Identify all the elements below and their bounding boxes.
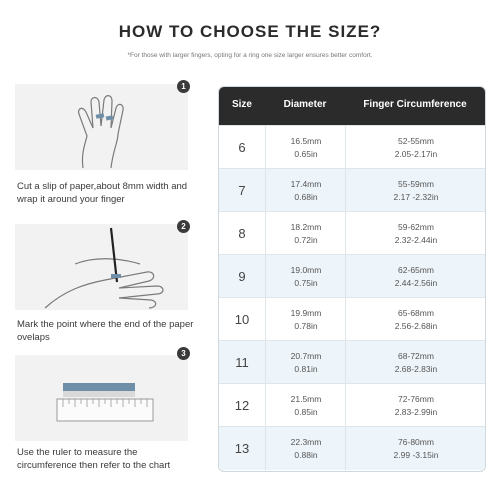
circumference-mm: 72-76mm — [398, 393, 434, 404]
circumference-cell — [345, 384, 486, 427]
circumference-cell — [345, 169, 486, 212]
step-3-text: Use the ruler to measure the circumference then refer to the chart — [17, 447, 171, 471]
size-value: 12 — [234, 398, 250, 413]
diameter-in: 0.72in — [294, 234, 318, 245]
diameter-in: 0.65in — [294, 148, 318, 159]
header-circumference: Finger Circumference — [363, 99, 467, 110]
circumference-cell — [345, 212, 486, 255]
diameter-mm: 21.5mm — [290, 393, 322, 404]
circumference-cell — [345, 427, 486, 470]
diameter-cell — [265, 384, 346, 427]
step-1-illustration — [15, 84, 188, 170]
circumference-mm: 62-65mm — [398, 264, 434, 275]
hand-mark-icon — [15, 224, 188, 310]
circumference-mm: 52-55mm — [398, 135, 434, 146]
diameter-in: 0.68in — [294, 191, 318, 202]
size-cell — [219, 384, 265, 427]
table-row — [219, 168, 485, 212]
circumference-cell — [345, 255, 486, 298]
diameter-cell — [265, 255, 346, 298]
circumference-mm: 76-80mm — [398, 436, 434, 447]
diameter-in: 0.88in — [294, 449, 318, 460]
diameter-cell — [265, 427, 346, 470]
table-row — [219, 254, 485, 298]
size-cell — [219, 212, 265, 255]
size-value: 13 — [234, 441, 250, 456]
circumference-in: 2.99 -3.15in — [393, 449, 439, 460]
diameter-mm: 20.7mm — [290, 350, 322, 361]
circumference-in: 2.68-2.83in — [394, 363, 438, 374]
circumference-cell — [345, 126, 486, 169]
size-cell — [219, 427, 265, 470]
size-cell — [219, 341, 265, 384]
page-title: HOW TO CHOOSE THE SIZE? — [118, 22, 382, 41]
circumference-mm: 68-72mm — [398, 350, 434, 361]
circumference-in: 2.44-2.56in — [394, 277, 438, 288]
table-row — [219, 383, 485, 427]
table-row — [219, 340, 485, 384]
diameter-in: 0.75in — [294, 277, 318, 288]
size-value: 6 — [238, 140, 246, 155]
diameter-mm: 18.2mm — [290, 221, 322, 232]
diameter-cell — [265, 126, 346, 169]
diameter-mm: 22.3mm — [290, 436, 322, 447]
circumference-in: 2.32-2.44in — [394, 234, 438, 245]
circumference-mm: 59-62mm — [398, 221, 434, 232]
diameter-cell — [265, 169, 346, 212]
circumference-cell — [345, 298, 486, 341]
size-value: 11 — [235, 355, 249, 370]
size-cell — [219, 169, 265, 212]
table-row — [219, 297, 485, 341]
diameter-cell — [265, 341, 346, 384]
size-chart-table — [218, 86, 486, 472]
table-row — [219, 125, 485, 169]
diameter-mm: 17.4mm — [290, 178, 322, 189]
step-2-badge: 2 — [177, 220, 190, 233]
circumference-in: 2.05-2.17in — [394, 148, 438, 159]
size-value: 9 — [238, 269, 246, 284]
diameter-cell — [265, 212, 346, 255]
size-value: 8 — [238, 226, 246, 241]
page-subtitle: *For those with larger fingers, opting for a ring one size larger ensures better comfort. — [127, 52, 373, 59]
diameter-mm: 16.5mm — [290, 135, 322, 146]
diameter-in: 0.78in — [294, 320, 318, 331]
size-cell — [219, 126, 265, 169]
size-value: 10 — [234, 312, 250, 327]
diameter-mm: 19.9mm — [290, 307, 322, 318]
size-value: 7 — [238, 183, 246, 198]
step-1-text: Cut a slip of paper,about 8mm width and wrap it around your finger — [17, 181, 188, 205]
circumference-in: 2.83-2.99in — [394, 406, 438, 417]
step-2-text: Mark the point where the end of the paper ovelaps — [17, 319, 194, 343]
circumference-mm: 55-59mm — [398, 178, 434, 189]
size-cell — [219, 298, 265, 341]
header-diameter: Diameter — [283, 99, 327, 110]
step-1-badge: 1 — [177, 80, 190, 93]
circumference-mm: 65-68mm — [398, 307, 434, 318]
table-row — [219, 211, 485, 255]
diameter-mm: 19.0mm — [290, 264, 322, 275]
ruler-icon — [15, 355, 188, 441]
hand-wrap-icon — [15, 84, 188, 170]
table-row — [219, 426, 485, 470]
circumference-cell — [345, 341, 486, 384]
header-size: Size — [231, 99, 252, 110]
diameter-cell — [265, 298, 346, 341]
table-header — [219, 87, 485, 125]
circumference-in: 2.17 -2.32in — [393, 191, 439, 202]
diameter-in: 0.85in — [294, 406, 318, 417]
size-cell — [219, 255, 265, 298]
circumference-in: 2.56-2.68in — [394, 320, 438, 331]
step-3-illustration — [15, 355, 188, 441]
diameter-in: 0.81in — [294, 363, 318, 374]
step-2-illustration — [15, 224, 188, 310]
step-3-badge: 3 — [177, 347, 190, 360]
